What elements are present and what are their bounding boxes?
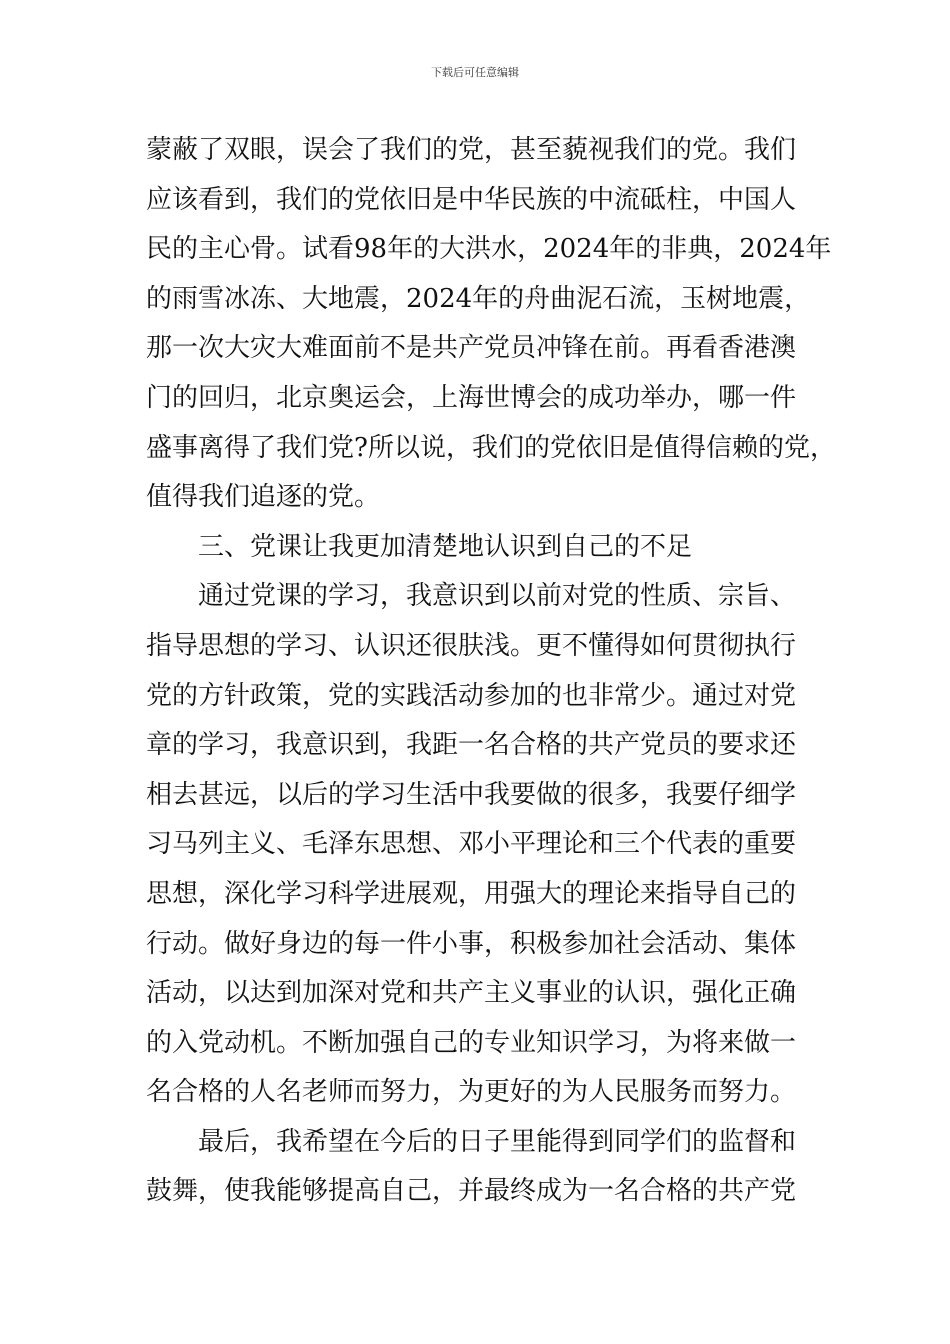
body-line: 盛事离得了我们党?所以说，我们的党依旧是值得信赖的党， — [146, 432, 836, 463]
body-line: 的雨雪冰冻、大地震，2024年的舟曲泥石流，玉树地震， — [146, 283, 811, 314]
body-line: 章的学习，我意识到，我距一名合格的共产党员的要求还 — [146, 730, 797, 761]
section-heading: 三、党课让我更加清楚地认识到自己的不足 — [198, 531, 693, 562]
page-header-note: 下载后可任意编辑 — [431, 66, 519, 79]
body-line: 那一次大灾大难面前不是共产党员冲锋在前。再看香港澳 — [146, 333, 797, 364]
body-line: 的入党动机。不断加强自己的专业知识学习，为将来做一 — [146, 1027, 797, 1058]
body-line: 相去甚远，以后的学习生活中我要做的很多，我要仔细学 — [146, 779, 797, 810]
body-line: 应该看到，我们的党依旧是中华民族的中流砥柱，中国人 — [146, 184, 797, 215]
body-line: 习马列主义、毛泽东思想、邓小平理论和三个代表的重要 — [146, 829, 797, 860]
body-line: 指导思想的学习、认识还很肤浅。更不懂得如何贯彻执行 — [146, 630, 797, 661]
body-line: 鼓舞，使我能够提高自己，并最终成为一名合格的共产党 — [146, 1176, 797, 1207]
body-line: 民的主心骨。试看98年的大洪水，2024年的非典，2024年 — [146, 234, 832, 265]
body-line: 活动，以达到加深对党和共产主义事业的认识，强化正确 — [146, 978, 797, 1009]
body-line: 思想，深化学习科学进展观，用强大的理论来指导自己的 — [146, 878, 797, 909]
document-body — [146, 126, 836, 1217]
body-line: 值得我们追逐的党。 — [146, 482, 381, 513]
body-line: 行动。做好身边的每一件小事，积极参加社会活动、集体 — [146, 928, 797, 959]
body-line: 名合格的人名老师而努力，为更好的为人民服务而努力。 — [146, 1077, 797, 1108]
body-line: 通过党课的学习，我意识到以前对党的性质、宗旨、 — [198, 581, 797, 612]
body-line: 门的回归，北京奥运会，上海世博会的成功举办，哪一件 — [146, 382, 797, 413]
body-line: 最后，我希望在今后的日子里能得到同学们的监督和 — [198, 1126, 797, 1157]
body-line: 党的方针政策，党的实践活动参加的也非常少。通过对党 — [146, 680, 797, 711]
body-line: 蒙蔽了双眼，误会了我们的党，甚至藐视我们的党。我们 — [146, 135, 797, 165]
